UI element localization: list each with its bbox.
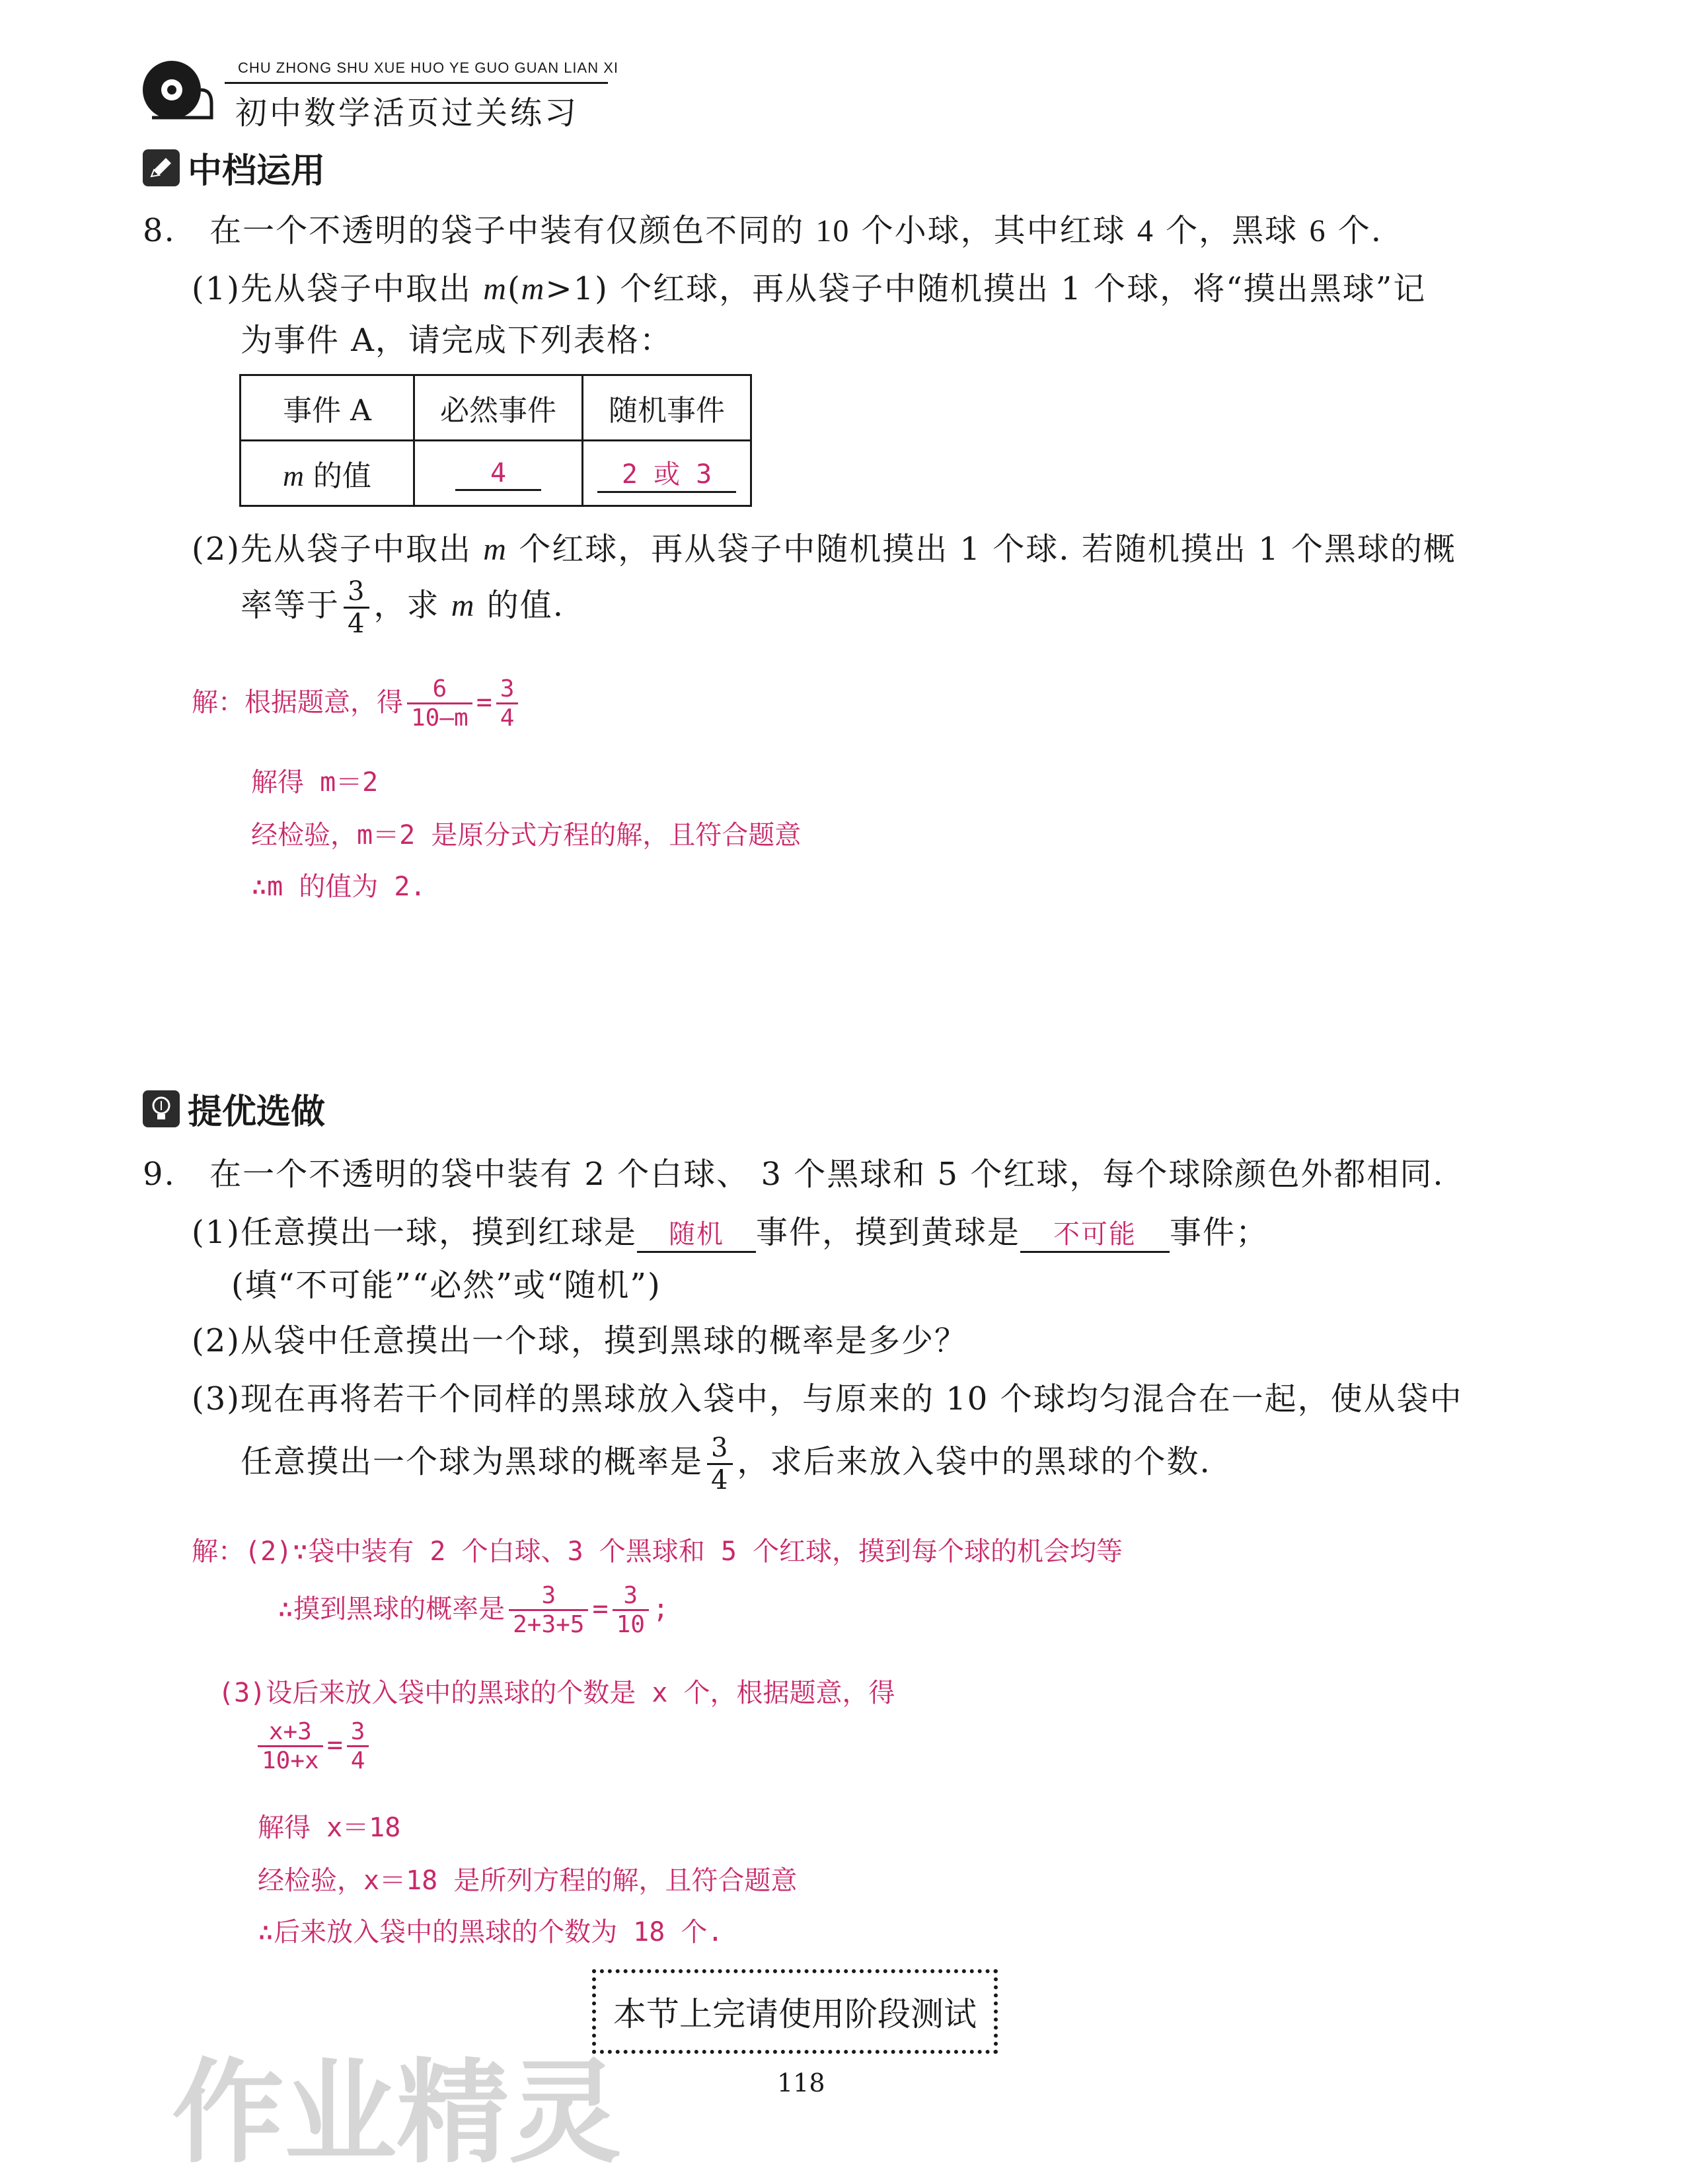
watermark: 作业精灵 — [172, 2048, 622, 2179]
fraction-denominator: 4 — [711, 1465, 730, 1495]
q8-stem-text2: 个小球，其中红球 — [861, 212, 1126, 249]
header-pinyin: CHU ZHONG SHU XUE HUO YE GUO GUAN LIAN XI — [238, 59, 619, 76]
q9-part2: (2)从袋中任意摸出一个球，摸到黑球的概率是多少？ — [192, 1322, 967, 1359]
q9-p3-n: 10 — [946, 1380, 989, 1417]
q8-stem-text: 在一个不透明的袋子中装有仅颜色不同的 — [209, 212, 805, 249]
q8-p1-text2: 个红球，再从袋子中随机摸出 — [620, 270, 1050, 307]
answer-cell — [583, 441, 751, 506]
fraction-numerator: 6 — [407, 675, 472, 704]
q9-p1-text3: 事件； — [1170, 1214, 1269, 1251]
q9-stem-text4: 个红球，每个球除颜色外都相同. — [970, 1156, 1444, 1193]
q8-part2-line2 — [241, 576, 564, 639]
fraction — [258, 1718, 323, 1775]
page-number: 118 — [777, 2068, 825, 2097]
q8-solution-line2: 解得 m＝2 — [251, 767, 379, 798]
q8-stem — [143, 205, 1382, 250]
header-title: 初中数学活页过关练习 — [235, 94, 580, 132]
var-m: m — [521, 272, 546, 307]
equals-sign: = — [326, 1729, 343, 1760]
var-m: m — [451, 588, 476, 623]
table-row-label — [241, 441, 414, 506]
q8-p1-paren: ( — [507, 270, 521, 307]
fraction-denominator: 4 — [350, 1747, 365, 1775]
q9-part1-hint: (填“不可能”“必然”或“随机”) — [231, 1267, 661, 1304]
q8-p2-text6: ，求 — [373, 587, 440, 624]
q8-p2-text3: 个球. 若随机摸出 — [992, 531, 1247, 568]
q9-stem — [143, 1148, 1444, 1194]
section-label: 中档运用 — [188, 151, 326, 191]
solution-text: 解：根据题意，得 — [192, 687, 403, 718]
equals-sign: = — [476, 687, 492, 718]
q8-part1-line2: 为事件 A，请完成下列表格： — [241, 322, 673, 359]
fraction-denominator: 10 — [616, 1611, 645, 1639]
fraction-numerator: 3 — [344, 576, 369, 609]
answer-impossible: 不可能 — [1053, 1219, 1137, 1250]
lightbulb-icon — [143, 1090, 180, 1127]
fraction-numerator: x+3 — [258, 1718, 323, 1747]
fraction — [707, 1433, 733, 1495]
q8-n3: 6 — [1309, 213, 1327, 248]
fraction-denominator: 4 — [500, 704, 515, 732]
q8-number: 8. — [143, 212, 176, 249]
q9-solution-line2 — [278, 1582, 669, 1639]
fraction-denominator: 10—m — [411, 704, 468, 732]
q9-part3-line1 — [192, 1373, 1463, 1419]
table-header-cell: 随机事件 — [583, 375, 751, 441]
q9-solution-line5: 解得 x＝18 — [258, 1813, 401, 1843]
q9-n3: 5 — [937, 1156, 959, 1193]
table-header-cell: 必然事件 — [414, 375, 583, 441]
header-divider — [225, 82, 608, 84]
q8-p2-text7: 的值. — [486, 587, 564, 624]
q8-p1-n: 1 — [1061, 270, 1082, 307]
q8-p1-text: (1)先从袋子中取出 — [192, 270, 472, 307]
q9-solution-line1: 解：(2)∵袋中装有 2 个白球、3 个黑球和 5 个红球，摸到每个球的机会均等 — [192, 1536, 1123, 1567]
semicolon: ; — [652, 1593, 669, 1624]
q8-p2-n2: 1 — [1258, 531, 1280, 568]
q8-p2-text: (2)先从袋子中取出 — [192, 531, 472, 568]
q8-p1-text3: 个球，将“摸出黑球”记 — [1094, 270, 1427, 307]
fraction — [407, 675, 472, 732]
solution-text: ∴摸到黑球的概率是 — [278, 1593, 506, 1624]
q9-p1-text2: 事件，摸到黄球是 — [756, 1214, 1021, 1251]
fraction — [496, 675, 519, 732]
fraction — [509, 1582, 588, 1639]
fraction-denominator: 10+x — [262, 1747, 319, 1775]
fraction-numerator: 3 — [509, 1582, 588, 1611]
q8-stem-end: 个. — [1337, 212, 1382, 249]
q8-part2-line1 — [192, 523, 1456, 569]
q8-n1: 10 — [815, 213, 850, 248]
q8-stem-text3: 个，黑球 — [1166, 212, 1298, 249]
table-header-cell: 事件 A — [241, 375, 414, 441]
var-m: m — [483, 272, 507, 307]
q8-p1-cond: >1) — [545, 270, 609, 307]
fraction — [613, 1582, 649, 1639]
q9-p3-text2: 个球均匀混合在一起，使从袋中 — [1000, 1380, 1463, 1417]
q9-number: 9. — [143, 1156, 176, 1193]
table-row — [241, 375, 751, 441]
q9-part1 — [192, 1207, 1269, 1253]
q9-stem-text: 在一个不透明的袋中装有 — [209, 1156, 574, 1193]
pencil-icon — [143, 149, 180, 186]
answer-2-or-3: 2 或 3 — [621, 459, 712, 490]
fraction-denominator: 4 — [348, 609, 366, 639]
q9-p3-text3: 任意摸出一个球为黑球的概率是 — [241, 1443, 704, 1480]
q8-p2-text4: 个黑球的概 — [1291, 531, 1456, 568]
fraction-numerator: 3 — [613, 1582, 649, 1611]
q9-solution-line7: ∴后来放入袋中的黑球的个数为 18 个. — [258, 1917, 724, 1947]
answer-random: 随机 — [669, 1219, 724, 1250]
answer-cell — [414, 441, 583, 506]
fraction-numerator: 3 — [707, 1433, 733, 1465]
stage-test-notice: 本节上完请使用阶段测试 — [592, 1969, 998, 2054]
q8-p2-text2: 个红球，再从袋子中随机摸出 — [519, 531, 949, 568]
table-row — [241, 441, 751, 506]
q8-p2-n1: 1 — [959, 531, 982, 568]
row-label-text: 的值 — [313, 459, 371, 493]
q9-p1-text: (1)任意摸出一球，摸到红球是 — [192, 1214, 637, 1251]
fraction — [347, 1718, 369, 1775]
q9-stem-text3: 个黑球和 — [794, 1156, 926, 1193]
q9-solution-line4 — [258, 1718, 373, 1775]
q9-n2: 3 — [761, 1156, 782, 1193]
q9-solution-line3: (3)设后来放入袋中的黑球的个数是 x 个，根据题意，得 — [218, 1678, 895, 1708]
q8-solution-line4: ∴m 的值为 2. — [251, 872, 426, 902]
cd-disc-icon — [139, 57, 218, 123]
section-heading-1 — [143, 143, 325, 192]
var-m: m — [283, 460, 304, 492]
q8-table — [239, 374, 752, 507]
section-heading-2 — [143, 1084, 325, 1133]
equals-sign: = — [592, 1593, 609, 1624]
q8-part1-line1 — [192, 263, 1426, 309]
q8-p2-text5: 率等于 — [241, 587, 340, 624]
answer-4: 4 — [490, 458, 507, 488]
q9-stem-text2: 个白球、 — [617, 1156, 750, 1193]
fraction-denominator: 2+3+5 — [513, 1611, 585, 1639]
q9-p3-text: (3)现在再将若干个同样的黑球放入袋中，与原来的 — [192, 1380, 934, 1417]
q9-n1: 2 — [584, 1156, 606, 1193]
q8-solution-line3: 经检验，m＝2 是原分式方程的解，且符合题意 — [251, 820, 802, 850]
q9-solution-line6: 经检验，x＝18 是所列方程的解，且符合题意 — [258, 1865, 798, 1896]
fraction — [344, 576, 369, 639]
q8-solution-line1 — [192, 675, 522, 732]
fraction-numerator: 3 — [496, 675, 519, 704]
section-label: 提优选做 — [188, 1092, 326, 1132]
q9-part3-line2 — [241, 1433, 1211, 1495]
q8-n2: 4 — [1137, 213, 1154, 248]
var-m: m — [483, 532, 507, 567]
q9-p3-text4: ，求后来放入袋中的黑球的个数. — [737, 1443, 1211, 1480]
header-logo — [139, 57, 218, 123]
fraction-numerator: 3 — [347, 1718, 369, 1747]
